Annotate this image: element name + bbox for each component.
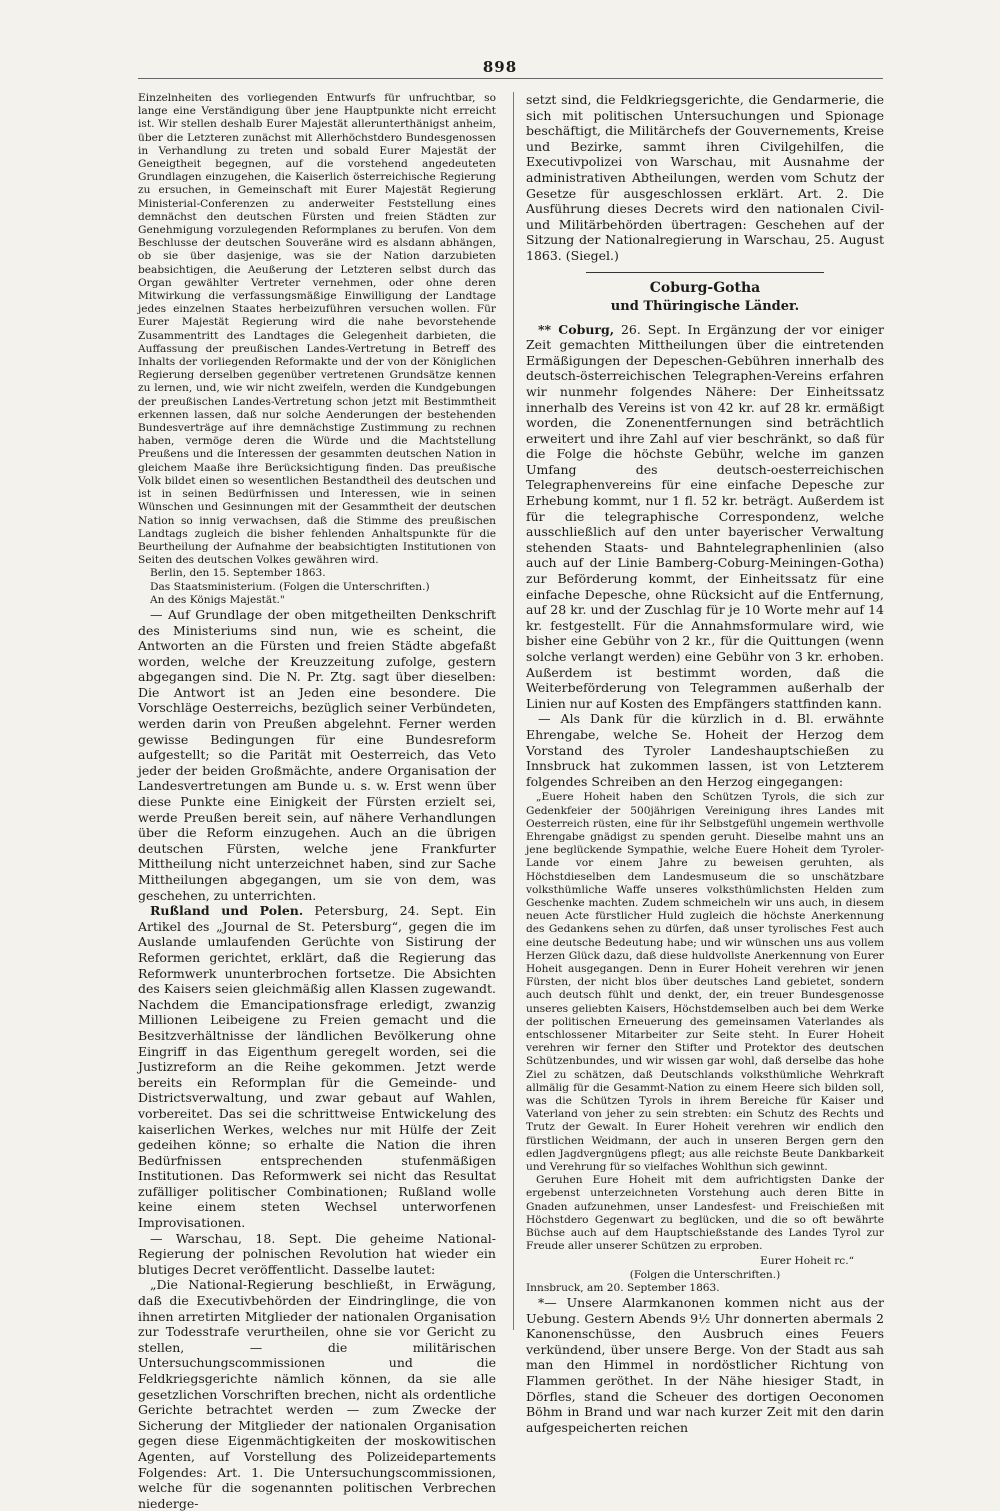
article-reform-answers: — Auf Grundlage der oben mitgetheilten Denkschrift des Ministeriums sind nun, wie es scheint, die Antworten an die Fürsten und freien Städte abgefaßt worden, welche der Kreuzzeitung zufolge, gestern abgegangen sind. Die N. Pr. Ztg. sagt über dieselben: Die Antwort ist an Jeden eine besondere. Die Vorschläge Oesterreichs, bezüglich seiner Verbündeten, werden darin von Preußen abgelehnt. Ferner werden gewisse Bedingungen für eine Bundesreform aufgestellt; so die Parität mit Oesterreich, das Veto jeder der beiden Großmächte, andere Organisation der Landesvertretungen am Bunde u. s. w. Erst wenn über diese Punkte eine Einigkeit der Fürsten erzielt sei, werde Preußen bereit sein, auf nähere Verhandlungen über die Reform einzugehen. Auch an die übrigen deutschen Fürsten, welche jene Frankfurter Mittheilung nicht unterzeichnet haben, sind zur Sache Mittheilungen abgegangen, um sie von dem, was geschehen, zu unterrichten. xyxy=(138,606,496,903)
right-column xyxy=(526,92,884,1435)
section-rule xyxy=(586,272,824,273)
column-divider xyxy=(513,92,514,1330)
page-number: 898 xyxy=(482,58,518,76)
section-head-russia: Rußland und Polen. xyxy=(150,903,304,919)
memorandum-address: An des Königs Majestät." xyxy=(150,593,285,606)
dateline-coburg: ** Coburg, xyxy=(538,321,615,337)
letter-closing: Eurer Hoheit rc.“ xyxy=(760,1255,854,1268)
article-russia-text: Petersburg, 24. Sept. Ein Artikel des „Journal de St. Petersburg“, gegen die im Auslande umlaufenden Gerüchte von Sistirung der Reformen gerichtet, erklärt, daß die Regierung das Reformwerk ununterbrochen fortsetze. Die Absichten des Kaisers seien gleichmäßig allen Klassen zugewandt. Nachdem die Emancipationsfrage erledigt, zwanzig Millionen Leibeigene zu Freien gemacht und die Besitzverhältnisse der ländlichen Bevölkerung ohne Eingriff in das Eigenthum geregelt worden, sei die Justizreform an die Reihe gekommen. Jetzt werde bereits ein Reformplan für die Gemeinde- und Districtsverwaltung, und zwar gebaut auf Wahlen, vorbereitet. Das sei die schrittweise Entwickelung des kaiserlichen Werkes, welches nur mit Hülfe der Zeit gedeihen könne; so erhalte die Nation die ihren Bedürfnissen entsprechenden stufenmäßigen Institutionen. Das Reformwerk sei nicht das Resultat zufälliger politischer Combinationen; Rußland wolle keine einem steten Wechsel unterworfenen Improvisationen. xyxy=(138,903,496,1231)
letter-signatures: (Folgen die Unterschriften.) xyxy=(629,1268,781,1281)
memorandum-paragraph: Einzelnheiten des vorliegenden Entwurfs für unfruchtbar, so lange eine Verständigung über jene Hauptpunkte nicht erreicht ist. Wir stellen deshalb Eurer Majestät allerunterthänigst anheim, über die Letzteren zunächst mit Allerhöchstdero Bundesgenossen in Verhandlung zu treten und sobald Eurer Majestät der Geneigtheit begegnen, auf die vorstehend angedeuteten Grundlagen einzugehen, die Kaiserlich österreichische Regierung zu ersuchen, in Gemeinschaft mit Eurer Majestät Regierung Ministerial-Conferenzen zu anderweiter Feststellung eines demnächst den deutschen Fürsten und freien Städten zur Genehmigung vorzulegenden Reformplanes zu berufen. Von dem Beschlusse der deutschen Souveräne wird es alsdann abhängen, ob sie über dasjenige, was sie der Nation darzubieten beabsichtigen, die Aeußerung der Letzteren selbst durch das Organ gewählter Vertreter vernehmen, oder ohne deren Mitwirkung die verfassungsmäßige Einwilligung der Landtage jedes einzelnen Staates herbeizuführen versuchen wollen. Für Eurer Majestät Regierung wird die nahe bevorstehende Zusammentritt des Landtages die Gelegenheit darbieten, die Auffassung der preußischen Landes-Vertretung in Betreff des Inhalts der vorliegenden Reformakte und der von der Königlichen Regierung derselben gegenüber vertretenen Grundsätze kennen zu lernen, und, wie wir nicht zweifeln, werden die Kundgebungen der preußischen Landes-Vertretung schon jetzt mit Bestimmtheit erkennen lassen, daß nur solche Aenderungen der bestehenden Bundesverträge auf ihre demnächstige Zustimmung zu rechnen haben, vermöge deren die Würde und die Machtstellung Preußens und die Interessen der gesammten deutschen Nation in gleichem Maaße ihre Berücksichtigung finden. Das preußische Volk bildet einen so wesentlichen Bestandtheil des deutschen und ist in seinen Bedürfnissen und Interessen, wie in seinen Wünschen und Gesinnungen mit der Gesammtheit der deutschen Nation so innig verwachsen, daß die Stimme des preußischen Landtags zugleich die bisher fehlenden Anhaltspunkte für die Beurtheilung der Aufnahme der beabsichtigten Institutionen von Seiten des deutschen Volkes gewähren wird. xyxy=(138,92,496,567)
left-column xyxy=(138,92,496,1511)
article-warsaw-decree: „Die National-Regierung beschließt, in Erwägung, daß die Executivbehörden der Eindringlinge, die von ihnen arretirten Mitglieder der nationalen Organisation zur Todesstrafe verurtheilen, ohne sie vor Gericht zu stellen, — die militärischen Untersuchungscommissionen und die Feldkriegsgerichte nämlich können, da sie alle gesetzlichen Vorschriften brechen, nicht als ordentliche Gerichte betrachtet werden — zum Zwecke der Sicherung der Mitglieder der nationalen Organisation gegen diese Eigenmächtigkeiten der moskowitischen Agenten, auf Vorstellung des Polizeidepartements Folgendes: Art. 1. Die Untersuchungscommissionen, welche für die sogenannten politischen Verbrechen niederge- xyxy=(138,1277,496,1511)
header-rule xyxy=(138,78,883,79)
memorandum-dateline: Berlin, den 15. September 1863. xyxy=(150,567,326,580)
decree-continuation: setzt sind, die Feldkriegsgerichte, die Gendarmerie, die sich mit politischen Untersuchungen und Spionage beschäftigt, die Militärchefs der Gouvernements, Kreise und Bezirke, sammt ihren Civilgehilfen, die Executivpolizei von Warschau, mit Ausnahme der administrativen Abtheilungen, werden vom Schutz der Gesetze für ausgeschlossen erklärt. Art. 2. Die Ausführung dieses Decrets wird den nationalen Civil- und Militärbehörden übertragen: Geschehen auf der Sitzung der Nationalregierung in Warschau, 25. August 1863. (Siegel.) xyxy=(526,92,884,263)
letter-quote xyxy=(526,791,884,1253)
letter-dateline: Innsbruck, am 20. September 1863. xyxy=(526,1281,720,1294)
section-subtitle: und Thüringische Länder. xyxy=(610,298,800,314)
section-title-coburg-gotha: Coburg-Gotha xyxy=(649,279,761,296)
article-alarm-cannons: *— Unsere Alarmkanonen kommen nicht aus der Uebung. Gestern Abends 9½ Uhr donnerten abermals 2 Kanonenschüsse, den Ausbruch eines Feuers verkündend, über unsere Berge. Von der Stadt aus sah man den Himmel in nordöstlicher Richtung von Flammen geröthet. In der Nähe hiesiger Stadt, in Dörfles, stand die Scheuer des dortigen Oeconomen Böhm in Brand und war nach kurzer Zeit mit den darin aufgespeicherten reichen xyxy=(526,1295,884,1435)
memorandum-signature: Das Staatsministerium. (Folgen die Unterschriften.) xyxy=(150,580,430,593)
article-coburg xyxy=(526,322,884,712)
letter-paragraph: „Euere Hoheit haben den Schützen Tyrols, die sich zur Gedenkfeier der 500jährigen Vereinigung ihres Landes mit Oesterreich rüsten, eine für ihr Selbstgefühl ungemein werthvolle Ehrengabe gnädigst zu spenden geruht. Dieselbe mahnt uns an jene beglückende Sympathie, welche Euere Hoheit dem Tyroler-Lande vor einem Jahre zu beweisen geruhten, als Höchstdieselben dem Landesmuseum die so unschätzbare volksthümliche Waffe unseres volksthümlichsten Helden zum Geschenke machten. Zudem schmeicheln wir uns auch, in diesem neuen Acte fürstlicher Huld zugleich die höchste Anerkennung des Gedankens sehen zu dürfen, daß unser tyrolisches Fest auch eine deutsche Bedeutung habe; und wir wünschen uns aus vollem Herzen Glück dazu, daß diese huldvollste Anerkennung von Eurer Hoheit ausgegangen. Denn in Eurer Hoheit verehren wir jenen Fürsten, der nicht blos über deutsches Land gebietet, sondern auch deutsch fühlt und denkt, der, ein treuer Bundesgenosse unseres geliebten Kaisers, Höchstdemselben auch bei dem Werke der politischen Erneuerung des gemeinsamen Vaterlandes als entschlossener Mitarbeiter zur Seite steht. In Eurer Hoheit verehren wir ferner den Stifter und Protektor des deutschen Schützenbundes, und wir wissen gar wohl, daß derselbe das hohe Ziel zu schätzen, daß Deutschlands volksthümliche Wehrkraft allmälig für die Gesammt-Nation zu einem Heere sich bilden soll, was die Schützen Tyrols in ihrem Bereiche für Kaiser und Vaterland von jeher zu sein strebten: ein Schutz des Rechts und Trutz der Gewalt. In Eurer Hoheit verehren wir endlich den fürstlichen Weidmann, der auch in unseren Bergen gern den edlen Jagdvergnügens pflegt; aus alle reichste Beute Dankbarkeit und Verehrung für so vielfaches Wohlthun sich gewinnt. xyxy=(526,791,884,1174)
article-honor-gift: — Als Dank für die kürzlich in d. Bl. erwähnte Ehrengabe, welche Se. Hoheit der Herzog dem Vorstand des Tyroler Landeshauptschießen zu Innsbruck hat zukommen lassen, ist von Letzterem folgendes Schreiben an den Herzog eingegangen: xyxy=(526,711,884,789)
letter-paragraph: Geruhen Eure Hoheit mit dem aufrichtigsten Danke der ergebenst unterzeichneten Vorstehung auch deren Bitte in Gnaden aufzunehmen, unser Landesfest- und Freischießen mit Höchstdero Gegenwart zu beglücken, und die so oft bewährte Büchse auch auf dem Hauptschießstande des Landes Tyrol zur Freude aller unserer Schützen zu erproben. xyxy=(526,1174,884,1253)
article-warsaw-intro: — Warschau, 18. Sept. Die geheime National-Regierung der polnischen Revolution hat wieder ein blutiges Decret veröffentlicht. Dasselbe lautet: xyxy=(138,1230,496,1277)
article-coburg-text: 26. Sept. In Ergänzung der vor einiger Zeit gemachten Mittheilungen über die eintretenden Ermäßigungen der Depeschen-Gebühren innerhalb des deutsch-österreichischen Telegraphen-Vereins erfahren wir nunmehr folgendes Nähere: Der Einheitssatz innerhalb des Vereins ist von 42 kr. auf 28 kr. ermäßigt worden, die Zonenentfernungen sind beträchtlich erweitert und ihre Zahl auf vier beschränkt, so daß für die Folge die höchste Gebühr, welche im ganzen Umfang des deutsch-oesterreichischen Telegraphenvereins für eine einfache Depesche zur Erhebung kommt, nur 1 fl. 52 kr. beträgt. Außerdem ist für die telegraphische Correspondenz, welche ausschließlich auf den unter bayerischer Verwaltung stehenden Staats- und Bahntelegraphenlinien (also auch auf der Linie Bamberg-Coburg-Meiningen-Gotha) zur Beförderung kommt, der Einheitssatz für eine einfache Depesche, ohne Rücksicht auf die Entfernung, auf 28 kr. und der Zuschlag für je 10 Worte mehr auf 14 kr. festgestellt. Für die Annahmsformulare wird, wie bisher eine Gebühr von 2 kr., für die Quittungen (wenn solche verlangt werden) eine Gebühr von 3 kr. erhoben. Außerdem ist bestimmt worden, daß die Weiterbeförderung von Telegrammen außerhalb der Linien nur auf Kosten des Empfängers stattfinden kann. xyxy=(526,321,884,711)
article-russia xyxy=(138,903,496,1230)
